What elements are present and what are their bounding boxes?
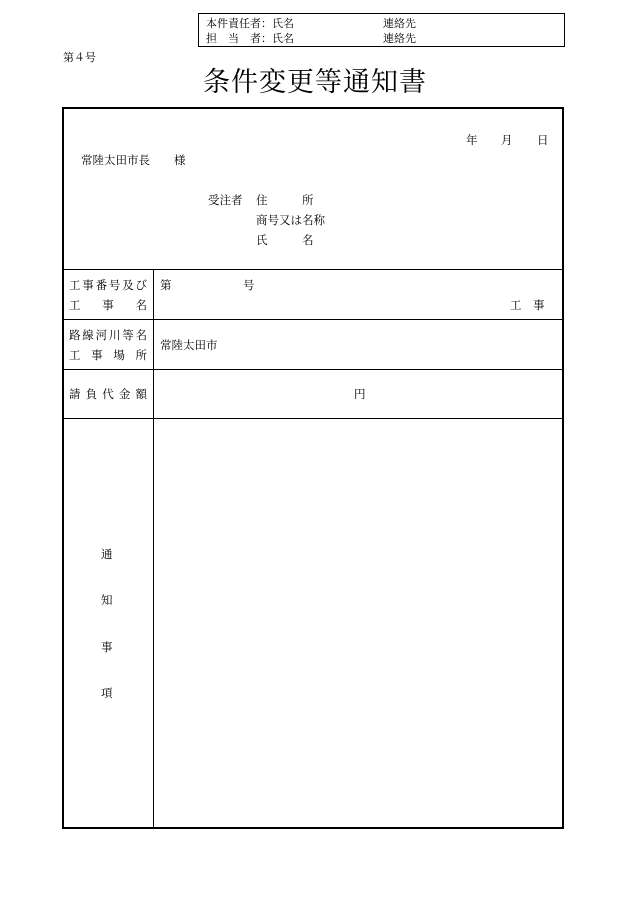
amount-label: 請 負 代 金 額: [69, 387, 147, 401]
project-no-prefix: 第: [160, 278, 172, 292]
contractor-address-label: 住 所: [256, 193, 314, 207]
route-label-2: 工 事 場 所: [69, 348, 147, 362]
addressee-honorific: 様: [174, 153, 186, 167]
amount-unit: 円: [354, 387, 366, 401]
addressee-name: 常陸太田市長: [81, 153, 150, 167]
project-label-1: 工 事 番 号 及 び: [69, 278, 147, 292]
column-divider: [153, 269, 154, 827]
form-number: 第４号: [63, 51, 96, 64]
notice-label-char: 項: [101, 686, 113, 700]
notice-label-char: 通: [101, 547, 113, 561]
project-label-2: 工 事 名: [69, 298, 147, 312]
responsible-contact: 連絡先: [383, 17, 416, 30]
page-title: 条件変更等通知書: [203, 67, 427, 98]
date-day: 日: [537, 133, 549, 147]
row-divider: [64, 418, 562, 419]
notice-label-char: 知: [101, 593, 113, 607]
row-divider: [64, 369, 562, 370]
row-divider: [64, 319, 562, 320]
route-value: 常陸太田市: [160, 338, 218, 352]
contact-box: [198, 13, 565, 47]
staff-label: 担 当 者：氏名: [206, 32, 294, 45]
notice-content-area[interactable]: [160, 425, 556, 821]
contractor-name-label: 氏 名: [256, 233, 314, 247]
project-no-suffix: 号: [243, 278, 255, 292]
date-year: 年: [466, 133, 478, 147]
responsible-label: 本件責任者：氏名: [206, 17, 294, 30]
project-name-suffix: 工 事: [510, 298, 545, 312]
row-divider: [64, 269, 562, 270]
staff-contact: 連絡先: [383, 32, 416, 45]
notice-form: [62, 107, 564, 829]
contractor-label: 受注者: [208, 193, 243, 207]
date-month: 月: [501, 133, 513, 147]
notice-label-char: 事: [101, 640, 113, 654]
contractor-company-label: 商号又は名称: [256, 213, 325, 227]
route-label-1: 路 線 河 川 等 名: [69, 328, 147, 342]
